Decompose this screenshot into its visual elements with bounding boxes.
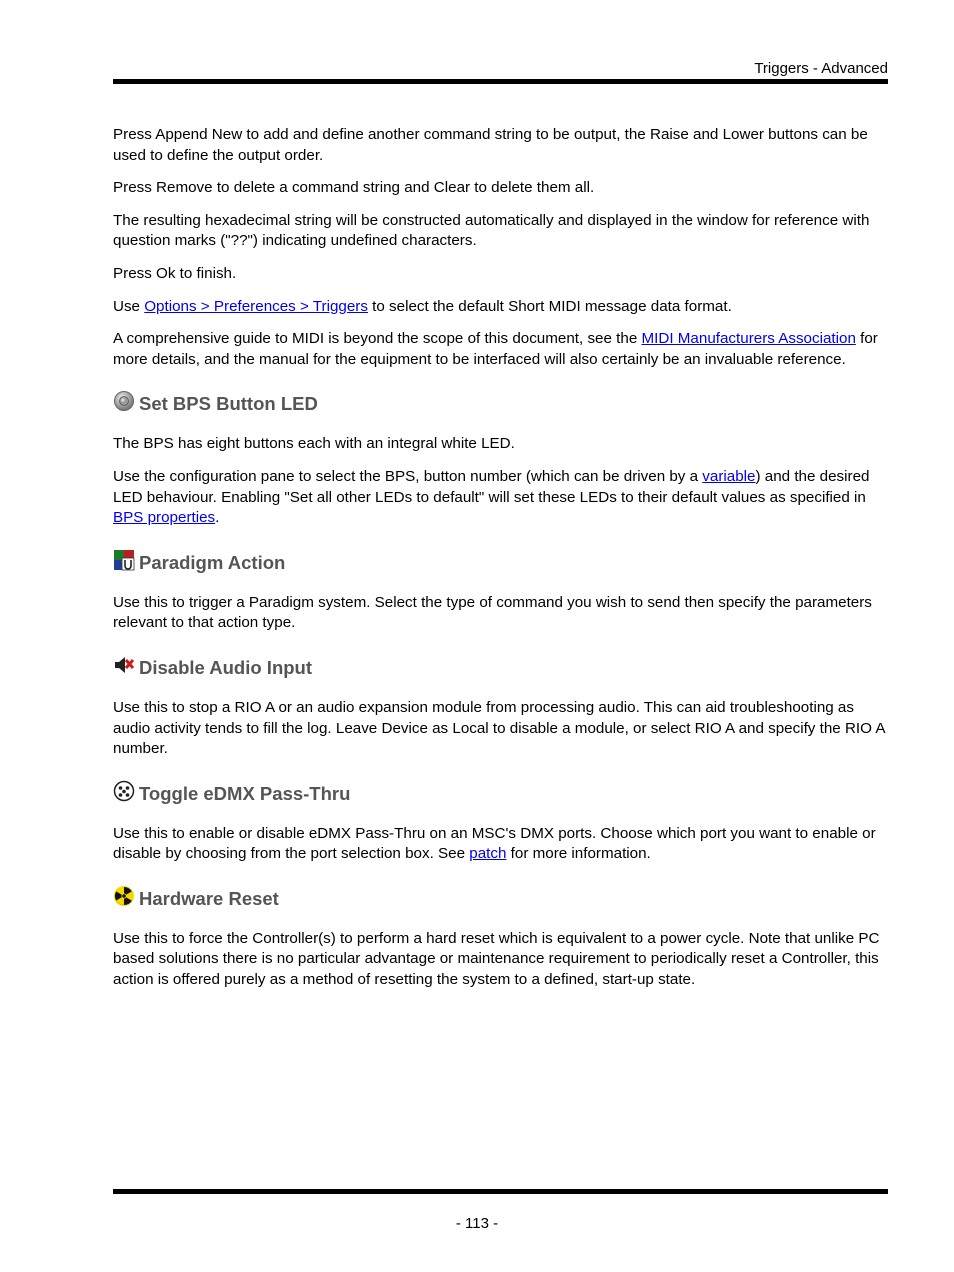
text-run: Use the configuration pane to select the BPS, button number (which can be driven by a [113,467,703,485]
paragraph: Use this to trigger a Paradigm system. Select the type of command you wish to send then specify the parameters relevant to that action type. [113,593,872,632]
paragraph: Use this to stop a RIO A or an audio expansion module from processing audio. This can aid troubleshooting as audio activity tends to fill the log. Leave Device as Local to disable a module, or select RIO A and specify the RIO A number. [113,698,885,758]
page-content [113,125,889,1003]
header-rule [113,79,888,84]
preferences-triggers-link[interactable]: Options > Preferences > Triggers [144,297,368,315]
section-heading-audio [113,656,889,680]
section-heading-text: Hardware Reset [139,887,279,909]
bps-button-icon [113,390,135,412]
paragraph: The resulting hexadecimal string will be constructed automatically and displayed in the window for reference with question marks ("??") indicating undefined characters. [113,211,870,250]
paragraph [113,824,889,865]
dmx-connector-icon [113,780,135,802]
paragraph: The BPS has eight buttons each with an integral white LED. [113,435,515,453]
radiation-icon [113,885,135,907]
section-heading-bps [113,392,889,416]
section-heading-edmx [113,782,889,806]
patch-link[interactable]: patch [469,845,507,863]
paradigm-icon [113,549,135,571]
section-heading-text: Paradigm Action [139,551,286,573]
paragraph: Press Remove to delete a command string and Clear to delete them all. [113,179,595,197]
muted-speaker-icon [113,654,135,676]
section-heading-reset [113,887,889,911]
paragraph: Press Append New to add and define another command string to be output, the Raise and Lower buttons can be used to define the output order. [113,126,868,164]
paragraph: Press Ok to finish. [113,264,237,282]
text-run: Use [113,297,145,315]
variable-link[interactable]: variable [702,467,756,485]
bps-properties-link[interactable]: BPS properties [113,509,216,527]
text-run: for more information. [506,845,651,863]
text-run: A comprehensive guide to MIDI is beyond the scope of this document, see the [113,330,642,348]
text-run: Use this to enable or disable eDMX Pass-Thru on an MSC's DMX ports. Choose which port you want to enable or disable by choosing from the port selection box. See [113,824,876,863]
footer-rule [113,1189,888,1194]
running-header: Triggers - Advanced [754,60,888,77]
section-heading-text: Toggle eDMX Pass-Thru [139,782,351,804]
page-number: - 113 - [455,1215,499,1232]
paragraph: Use this to force the Controller(s) to perform a hard reset which is equivalent to a power cycle. Note that unlike PC based solutions there is no particular advantage or maintenance requirement to periodically reset a Controller, this action is offered purely as a method of resetting the system to a defined, start-up state. [113,929,880,989]
paragraph [113,329,889,370]
text-run: . [215,509,220,527]
section-heading-text: Set BPS Button LED [139,393,318,415]
text-run: for more details, and the manual for the equipment to be interfaced will also certainly be an invaluable reference. [113,330,878,368]
section-heading-text: Disable Audio Input [139,656,313,678]
midi-association-link[interactable]: MIDI Manufacturers Association [641,330,856,348]
paragraph [113,467,889,529]
text-run: ) and the desired LED behaviour. Enabling "Set all other LEDs to default" will set these LEDs to their default values as specified in [113,467,870,506]
paragraph [113,297,889,318]
section-heading-paradigm [113,551,889,575]
text-run: to select the default Short MIDI message data format. [367,297,732,315]
